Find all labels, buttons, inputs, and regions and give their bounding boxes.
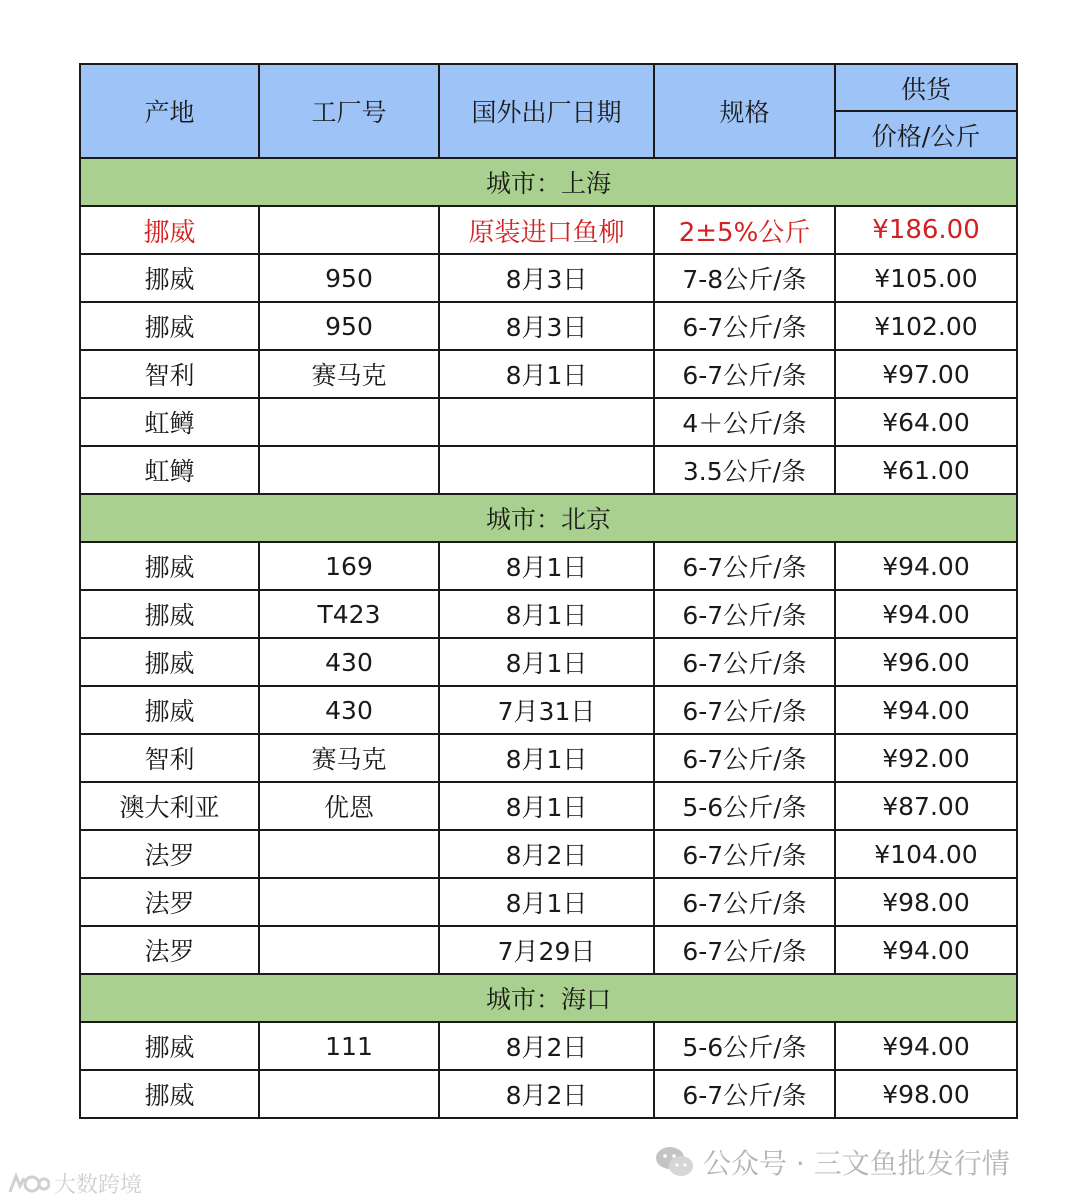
cell-price: ¥94.00 <box>835 1022 1017 1070</box>
cell-date: 8月2日 <box>439 1022 654 1070</box>
cell-price: ¥105.00 <box>835 254 1017 302</box>
cell-price: ¥92.00 <box>835 734 1017 782</box>
table-row <box>80 878 1017 926</box>
cell-spec: 7-8公斤/条 <box>654 254 835 302</box>
cell-spec: 6-7公斤/条 <box>654 926 835 974</box>
cell-factory <box>259 398 439 446</box>
table-row <box>80 638 1017 686</box>
watermark-left <box>6 1168 142 1199</box>
cell-factory: 赛马克 <box>259 734 439 782</box>
cell-factory: T423 <box>259 590 439 638</box>
header-spec: 规格 <box>654 64 835 158</box>
table-row <box>80 398 1017 446</box>
header-date: 国外出厂日期 <box>439 64 654 158</box>
cell-factory <box>259 926 439 974</box>
cell-price: ¥94.00 <box>835 686 1017 734</box>
cell-price: ¥97.00 <box>835 350 1017 398</box>
cell-origin: 挪威 <box>80 254 259 302</box>
cell-origin: 虹鳟 <box>80 446 259 494</box>
cell-date: 8月2日 <box>439 1070 654 1118</box>
cell-spec: 6-7公斤/条 <box>654 878 835 926</box>
city-label: 城市：海口 <box>80 974 1017 1022</box>
table-row <box>80 686 1017 734</box>
cell-price: ¥87.00 <box>835 782 1017 830</box>
cell-price: ¥94.00 <box>835 590 1017 638</box>
cell-date: 8月1日 <box>439 782 654 830</box>
cell-factory <box>259 830 439 878</box>
cell-date <box>439 446 654 494</box>
table-row <box>80 1022 1017 1070</box>
cell-spec: 6-7公斤/条 <box>654 350 835 398</box>
cell-date: 原装进口鱼柳 <box>439 206 654 254</box>
table-row <box>80 734 1017 782</box>
table-body <box>80 158 1017 1118</box>
city-label: 城市：北京 <box>80 494 1017 542</box>
cell-factory <box>259 1070 439 1118</box>
watermark-right-text: 公众号 · 三文鱼批发行情 <box>703 1147 1010 1180</box>
cell-origin: 挪威 <box>80 302 259 350</box>
cell-origin: 虹鳟 <box>80 398 259 446</box>
table-row <box>80 350 1017 398</box>
cell-date: 7月31日 <box>439 686 654 734</box>
cell-origin: 挪威 <box>80 1070 259 1118</box>
table-row <box>80 926 1017 974</box>
header-supply-top: 供货 <box>835 64 1017 111</box>
cell-origin: 挪威 <box>80 206 259 254</box>
cell-factory: 950 <box>259 254 439 302</box>
cell-date: 8月1日 <box>439 542 654 590</box>
header-supply-bottom: 价格/公斤 <box>835 111 1017 158</box>
table-row <box>80 542 1017 590</box>
cell-factory <box>259 878 439 926</box>
cell-factory: 优恩 <box>259 782 439 830</box>
cell-factory: 111 <box>259 1022 439 1070</box>
cell-origin: 智利 <box>80 734 259 782</box>
cell-price: ¥94.00 <box>835 926 1017 974</box>
cell-date: 8月1日 <box>439 350 654 398</box>
cell-spec: 5-6公斤/条 <box>654 1022 835 1070</box>
cell-price: ¥96.00 <box>835 638 1017 686</box>
cell-origin: 澳大利亚 <box>80 782 259 830</box>
cell-origin: 挪威 <box>80 638 259 686</box>
cell-price: ¥98.00 <box>835 1070 1017 1118</box>
header-origin: 产地 <box>80 64 259 158</box>
cell-spec: 3.5公斤/条 <box>654 446 835 494</box>
cell-spec: 6-7公斤/条 <box>654 638 835 686</box>
cell-price: ¥98.00 <box>835 878 1017 926</box>
cell-price: ¥64.00 <box>835 398 1017 446</box>
brand-logo-icon <box>6 1172 50 1196</box>
cell-date: 8月1日 <box>439 734 654 782</box>
table-row <box>80 590 1017 638</box>
table-row <box>80 1070 1017 1118</box>
cell-date: 8月1日 <box>439 878 654 926</box>
cell-spec: 6-7公斤/条 <box>654 542 835 590</box>
cell-spec: 6-7公斤/条 <box>654 686 835 734</box>
cell-date: 7月29日 <box>439 926 654 974</box>
cell-spec: 6-7公斤/条 <box>654 590 835 638</box>
cell-spec: 5-6公斤/条 <box>654 782 835 830</box>
cell-date: 8月3日 <box>439 254 654 302</box>
cell-price: ¥94.00 <box>835 542 1017 590</box>
city-row <box>80 974 1017 1022</box>
cell-origin: 智利 <box>80 350 259 398</box>
cell-spec: 6-7公斤/条 <box>654 1070 835 1118</box>
table-row <box>80 254 1017 302</box>
cell-date <box>439 398 654 446</box>
cell-factory <box>259 206 439 254</box>
watermark-right <box>655 1142 1010 1182</box>
cell-price: ¥186.00 <box>835 206 1017 254</box>
cell-spec: 6-7公斤/条 <box>654 302 835 350</box>
cell-factory: 430 <box>259 686 439 734</box>
cell-spec: 6-7公斤/条 <box>654 734 835 782</box>
table-row <box>80 206 1017 254</box>
cell-origin: 法罗 <box>80 926 259 974</box>
city-label: 城市：上海 <box>80 158 1017 206</box>
price-table <box>79 63 1018 1119</box>
cell-origin: 挪威 <box>80 1022 259 1070</box>
cell-date: 8月1日 <box>439 638 654 686</box>
cell-price: ¥104.00 <box>835 830 1017 878</box>
cell-origin: 挪威 <box>80 542 259 590</box>
wechat-icon <box>655 1145 695 1179</box>
watermark-left-text: 大数跨境 <box>54 1173 143 1198</box>
cell-factory: 169 <box>259 542 439 590</box>
table-row <box>80 302 1017 350</box>
cell-spec: 6-7公斤/条 <box>654 830 835 878</box>
city-row <box>80 158 1017 206</box>
header-factory: 工厂号 <box>259 64 439 158</box>
city-row <box>80 494 1017 542</box>
cell-origin: 法罗 <box>80 830 259 878</box>
table-row <box>80 782 1017 830</box>
cell-date: 8月1日 <box>439 590 654 638</box>
cell-date: 8月3日 <box>439 302 654 350</box>
cell-date: 8月2日 <box>439 830 654 878</box>
table-row <box>80 446 1017 494</box>
cell-price: ¥61.00 <box>835 446 1017 494</box>
cell-factory <box>259 446 439 494</box>
cell-factory: 430 <box>259 638 439 686</box>
table-row <box>80 830 1017 878</box>
cell-origin: 挪威 <box>80 686 259 734</box>
cell-origin: 法罗 <box>80 878 259 926</box>
cell-factory: 赛马克 <box>259 350 439 398</box>
cell-price: ¥102.00 <box>835 302 1017 350</box>
cell-spec: 4＋公斤/条 <box>654 398 835 446</box>
header-row <box>80 64 1017 111</box>
cell-origin: 挪威 <box>80 590 259 638</box>
cell-spec: 2±5%公斤 <box>654 206 835 254</box>
cell-factory: 950 <box>259 302 439 350</box>
